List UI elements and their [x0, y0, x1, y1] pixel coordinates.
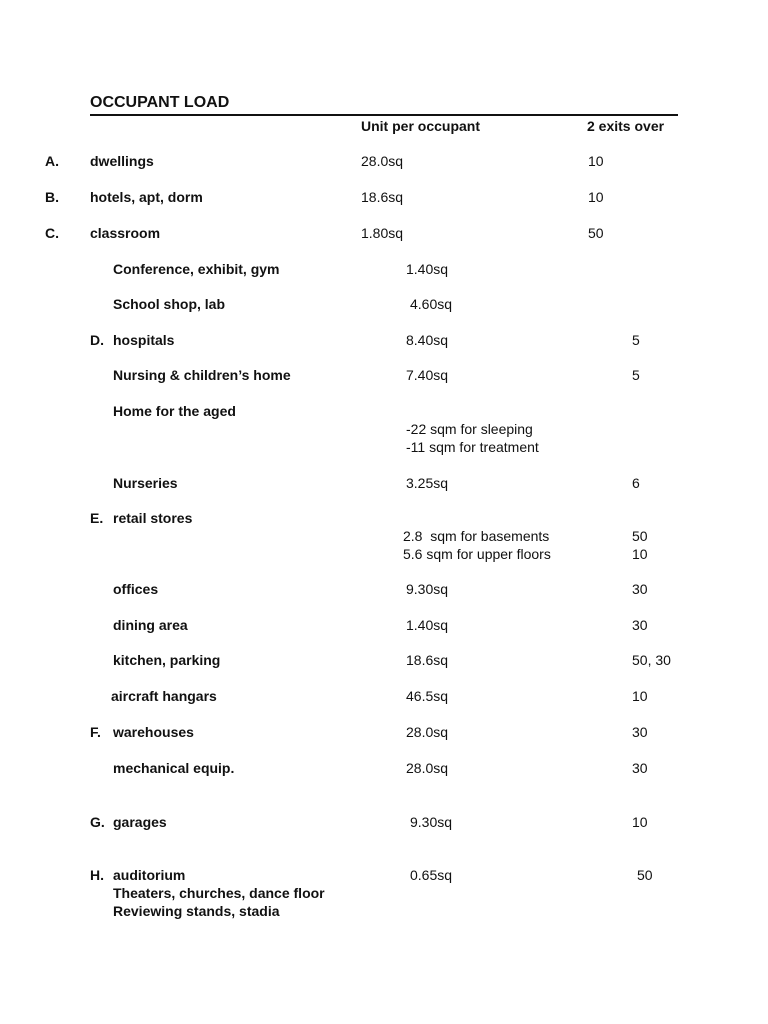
occupancy-name: Conference, exhibit, gym: [113, 261, 280, 277]
exits-threshold: 50, 30: [632, 652, 671, 668]
unit-per-occupant: 3.25sq: [406, 475, 449, 491]
exits-threshold: 6: [632, 475, 640, 491]
unit-per-occupant: 5.6 sqm for upper floors: [403, 546, 551, 562]
occupancy-name-detail: Theaters, churches, dance floor: [113, 885, 325, 901]
occupancy-name: garages: [113, 814, 167, 830]
exits-threshold: 30: [632, 724, 648, 740]
occupancy-name: auditorium: [113, 867, 186, 883]
row-letter: F.: [90, 724, 101, 740]
unit-per-occupant: 28.0sq: [406, 724, 449, 740]
exits-threshold: 30: [632, 617, 648, 633]
occupancy-name: kitchen, parking: [113, 652, 221, 668]
unit-per-occupant: 9.30sq: [406, 581, 449, 597]
unit-per-occupant: 18.6sq: [406, 652, 449, 668]
row-letter: E.: [90, 510, 104, 526]
unit-per-occupant: -22 sqm for sleeping: [406, 421, 533, 437]
row-letter: H.: [90, 867, 104, 883]
occupancy-name: classroom: [90, 225, 161, 241]
exits-threshold: 30: [632, 581, 648, 597]
unit-per-occupant: 4.60sq: [410, 296, 453, 312]
title-underline: [90, 114, 678, 116]
unit-per-occupant: 1.40sq: [406, 617, 449, 633]
exits-threshold: 10: [632, 814, 648, 830]
unit-per-occupant: 2.8 sqm for basements: [403, 528, 550, 544]
row-letter: A.: [45, 153, 59, 169]
occupancy-name: mechanical equip.: [113, 760, 235, 776]
exits-threshold: 10: [588, 189, 604, 205]
occupancy-name: Nurseries: [113, 475, 178, 491]
column-header-exits: 2 exits over: [587, 118, 665, 134]
unit-per-occupant: 9.30sq: [410, 814, 453, 830]
occupancy-name: aircraft hangars: [111, 688, 217, 704]
exits-threshold: 50: [637, 867, 653, 883]
exits-threshold: 5: [632, 332, 640, 348]
exits-threshold: 10: [632, 546, 648, 562]
occupancy-name-detail: Reviewing stands, stadia: [113, 903, 280, 919]
exits-threshold: 10: [632, 688, 648, 704]
unit-per-occupant: -11 sqm for treatment: [406, 439, 539, 455]
occupancy-name: hotels, apt, dorm: [90, 189, 203, 205]
occupancy-name: dining area: [113, 617, 188, 633]
unit-per-occupant: 28.0sq: [406, 760, 449, 776]
exits-threshold: 10: [588, 153, 604, 169]
unit-per-occupant: 46.5sq: [406, 688, 449, 704]
unit-per-occupant: 8.40sq: [406, 332, 449, 348]
row-letter: B.: [45, 189, 59, 205]
page-title: OCCUPANT LOAD: [90, 94, 230, 111]
column-header-unit: Unit per occupant: [361, 118, 481, 134]
exits-threshold: 50: [632, 528, 648, 544]
occupancy-name: Nursing & children’s home: [113, 367, 291, 383]
unit-per-occupant: 18.6sq: [361, 189, 404, 205]
occupancy-name: hospitals: [113, 332, 175, 348]
row-letter: D.: [90, 332, 104, 348]
row-letter: C.: [45, 225, 59, 241]
unit-per-occupant: 1.40sq: [406, 261, 449, 277]
unit-per-occupant: 1.80sq: [361, 225, 404, 241]
occupancy-name: dwellings: [90, 153, 154, 169]
occupancy-name: retail stores: [113, 510, 193, 526]
occupancy-name: warehouses: [113, 724, 194, 740]
unit-per-occupant: 7.40sq: [406, 367, 449, 383]
row-letter: G.: [90, 814, 105, 830]
exits-threshold: 5: [632, 367, 640, 383]
occupancy-name: School shop, lab: [113, 296, 226, 312]
occupancy-name: offices: [113, 581, 159, 597]
exits-threshold: 50: [588, 225, 604, 241]
exits-threshold: 30: [632, 760, 648, 776]
occupancy-name: Home for the aged: [113, 403, 236, 419]
unit-per-occupant: 0.65sq: [410, 867, 453, 883]
unit-per-occupant: 28.0sq: [361, 153, 404, 169]
